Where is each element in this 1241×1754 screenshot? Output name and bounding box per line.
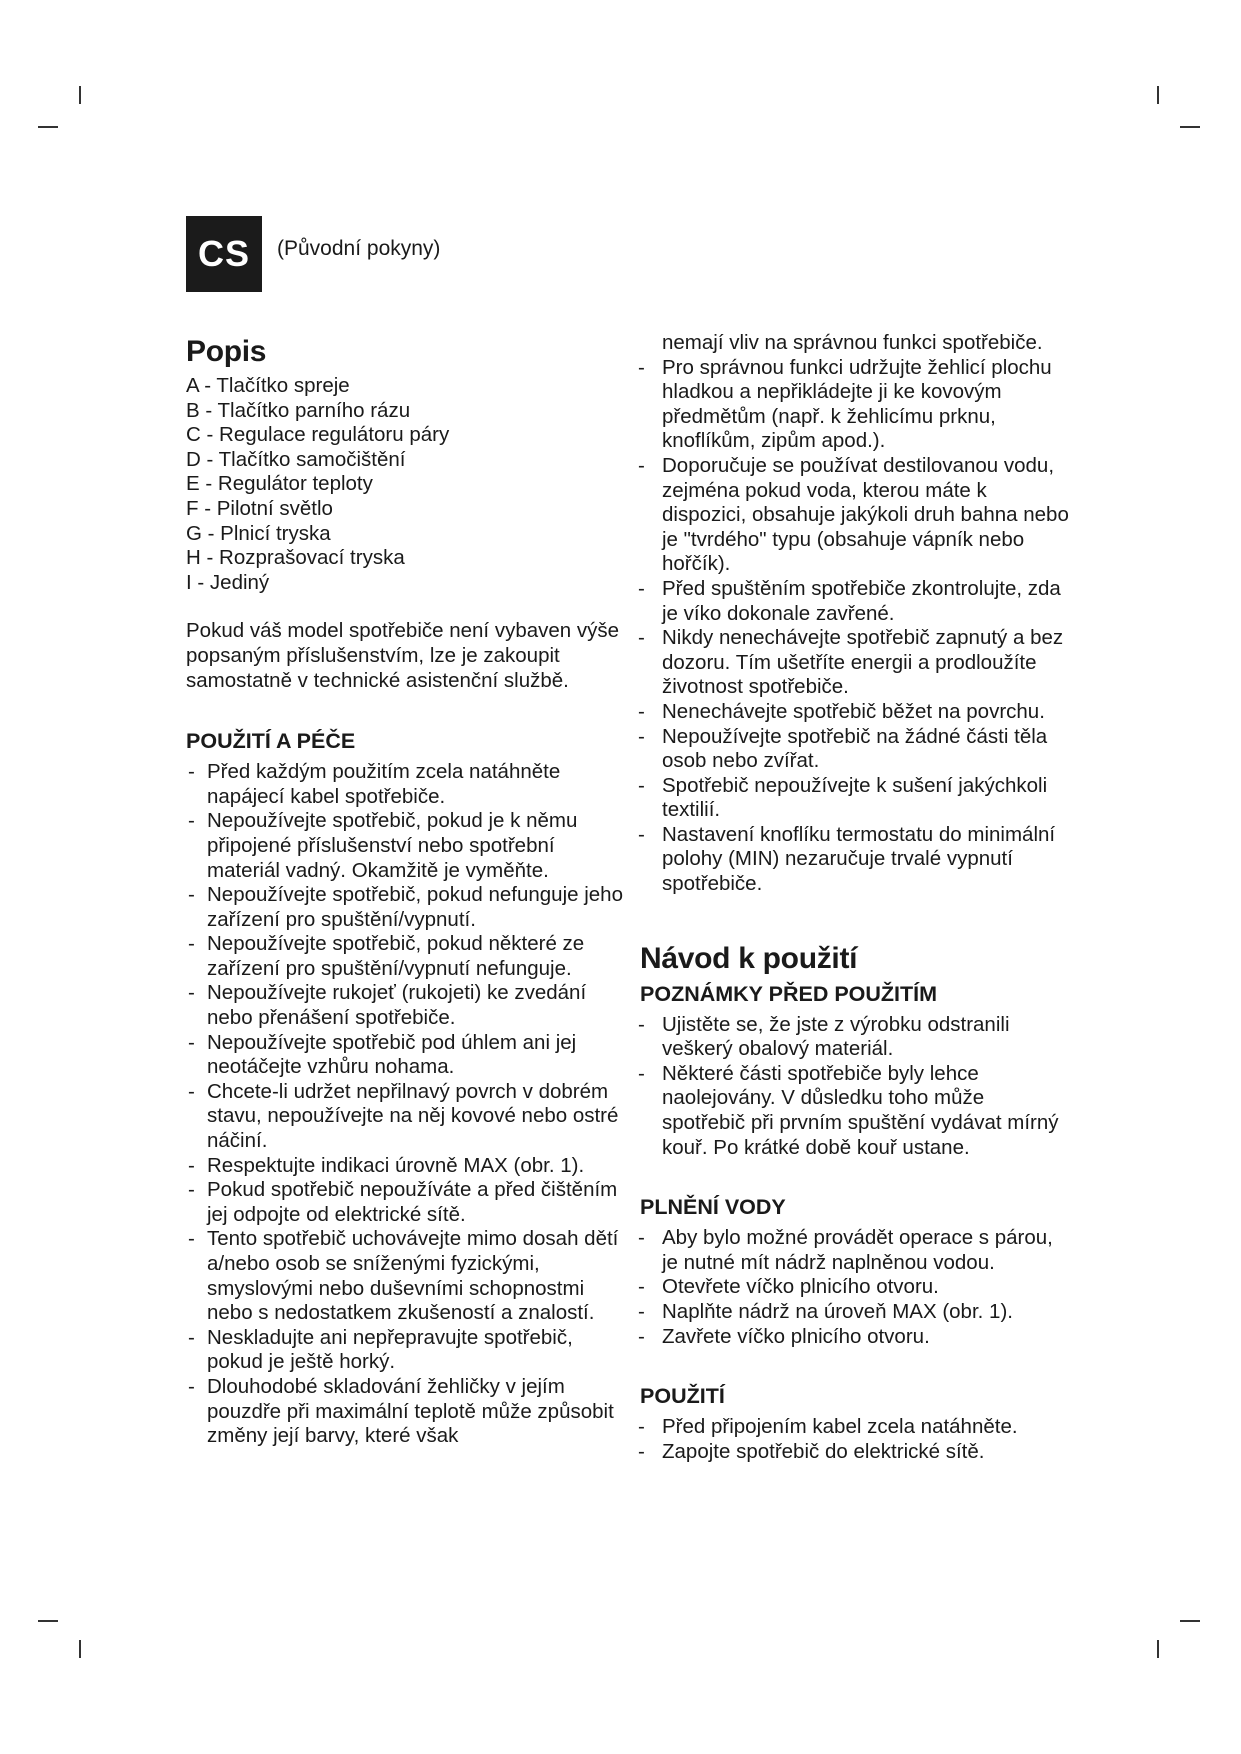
crop-mark-top-left-v [79, 86, 81, 104]
water-filling-item: - Zavřete víčko plnicího otvoru. [640, 1325, 1070, 1350]
section-title-instructions: Návod k použití [640, 941, 858, 975]
crop-mark-top-left-h [38, 126, 58, 128]
use-care-item: - Tento spotřebič uchovávejte mimo dosah dětí a/nebo osob se sníženými fyzickými, smyslovými nebo duševními schopnostmi nebo s nedostatkem zkušeností a znalostí. [186, 1227, 626, 1325]
notes-list [640, 1013, 1070, 1161]
water-filling-heading: PLNĚNÍ VODY [640, 1195, 786, 1220]
use-item: - Před připojením kabel zcela natáhněte. [640, 1415, 1070, 1440]
use-care-item: - Nikdy nenechávejte spotřebič zapnutý a bez dozoru. Tím ušetříte energii a prodloužíte životnost spotřebiče. [640, 626, 1070, 700]
parts-list-item: H - Rozprašovací tryska [186, 546, 405, 570]
section-title-description: Popis [186, 335, 267, 368]
crop-mark-bottom-right-h [1180, 1620, 1200, 1622]
parts-list-item: A - Tlačítko spreje [186, 374, 350, 397]
crop-mark-top-right-h [1180, 126, 1200, 128]
use-list [640, 1415, 1070, 1464]
use-care-item: - Pokud spotřebič nepoužíváte a před čištěním jej odpojte od elektrické sítě. [186, 1178, 626, 1227]
crop-mark-bottom-left-v [79, 1640, 81, 1658]
crop-mark-bottom-left-h [38, 1620, 58, 1622]
parts-list-item: E - Regulátor teploty [186, 472, 373, 496]
left-column [186, 334, 626, 1449]
parts-list [186, 374, 626, 595]
use-care-heading: POUŽITÍ A PÉČE [186, 729, 356, 754]
notes-item: - Ujistěte se, že jste z výrobku odstranili veškerý obalový materiál. [640, 1013, 1070, 1062]
use-care-item: - Chcete-li udržet nepřilnavý povrch v dobrém stavu, nepoužívejte na něj kovové nebo ostré náčiní. [186, 1080, 626, 1154]
use-care-item: - Spotřebič nepoužívejte k sušení jakýchkoli textilií. [640, 774, 1070, 823]
use-care-item: - Nenechávejte spotřebič běžet na povrchu. [640, 700, 1070, 725]
use-care-item: - Nepoužívejte spotřebič na žádné části těla osob nebo zvířat. [640, 725, 1070, 774]
notes-heading: POZNÁMKY PŘED POUŽITÍM [640, 981, 938, 1006]
use-care-item: - Před každým použitím zcela natáhněte napájecí kabel spotřebiče. [186, 760, 626, 809]
parts-list-item: D - Tlačítko samočištění [186, 447, 406, 471]
parts-list-item: I - Jediný [186, 570, 270, 594]
use-care-item: - Dlouhodobé skladování žehličky v jejím pouzdře při maximální teplotě může způsobit změny její barvy, které však [186, 1375, 626, 1449]
water-filling-item: - Naplňte nádrž na úroveň MAX (obr. 1). [640, 1300, 1070, 1325]
use-care-item: - Pro správnou funkci udržujte žehlicí plochu hladkou a nepřikládejte ji ke kovovým předmětům (např. k žehlicímu prknu, knoflíkům, zipům apod.). [640, 356, 1070, 454]
parts-list-item: C - Regulace regulátoru páry [186, 423, 450, 447]
crop-mark-top-right-v [1157, 86, 1159, 104]
parts-list-item: G - Plnicí tryska [186, 521, 331, 545]
continued-text: nemají vliv na správnou funkci spotřebiče. [662, 331, 1043, 354]
notes-item: - Některé části spotřebiče byly lehce naolejovány. V důsledku toho může spotřebič při prvním spuštění vydávat mírný kouř. Po krátké době kouř ustane. [640, 1062, 1070, 1160]
use-care-item: - Nastavení knoflíku termostatu do minimální polohy (MIN) nezaručuje trvalé vypnutí spotřebiče. [640, 823, 1070, 897]
use-care-item: - Nepoužívejte spotřebič pod úhlem ani jej neotáčejte vzhůru nohama. [186, 1031, 626, 1080]
water-filling-item: - Aby bylo možné provádět operace s párou, je nutné mít nádrž naplněnou vodou. [640, 1226, 1070, 1275]
use-care-list [186, 760, 626, 1449]
language-badge: CS [186, 216, 262, 292]
use-care-item: - Před spuštěním spotřebiče zkontrolujte, zda je víko dokonale zavřené. [640, 577, 1070, 626]
use-care-item: - Neskladujte ani nepřepravujte spotřebič, pokud je ještě horký. [186, 1326, 626, 1375]
use-care-item: - Nepoužívejte rukojeť (rukojeti) ke zvedání nebo přenášení spotřebiče. [186, 981, 626, 1030]
crop-mark-bottom-right-v [1157, 1640, 1159, 1658]
parts-list-item: F - Pilotní světlo [186, 496, 333, 520]
water-filling-item: - Otevřete víčko plnicího otvoru. [640, 1275, 1070, 1300]
use-care-item: - Respektujte indikaci úrovně MAX (obr. 1). [186, 1154, 626, 1179]
use-care-item: - Nepoužívejte spotřebič, pokud je k němu připojené příslušenství nebo spotřební materiál vadný. Okamžitě je vyměňte. [186, 809, 626, 883]
use-item: - Zapojte spotřebič do elektrické sítě. [640, 1440, 1070, 1465]
accessories-note: Pokud váš model spotřebiče není vybaven výše popsaným příslušenstvím, lze je zakoupit samostatně v technické asistenční službě. [186, 619, 620, 692]
use-care-item: - Nepoužívejte spotřebič, pokud nefunguje jeho zařízení pro spuštění/vypnutí. [186, 883, 626, 932]
water-filling-list [640, 1226, 1070, 1349]
original-instructions-note: (Původní pokyny) [277, 237, 441, 260]
right-column [640, 331, 1070, 1464]
use-care-list-continued [640, 356, 1070, 897]
use-care-item: - Doporučuje se používat destilovanou vodu, zejména pokud voda, kterou máte k dispozici, obsahuje jakýkoli druh bahna nebo je "tvrdého" typu (obsahuje vápník nebo hořčík). [640, 454, 1070, 577]
use-heading: POUŽITÍ [640, 1384, 725, 1409]
use-care-item: - Nepoužívejte spotřebič, pokud některé ze zařízení pro spuštění/vypnutí nefunguje. [186, 932, 626, 981]
parts-list-item: B - Tlačítko parního rázu [186, 398, 411, 422]
